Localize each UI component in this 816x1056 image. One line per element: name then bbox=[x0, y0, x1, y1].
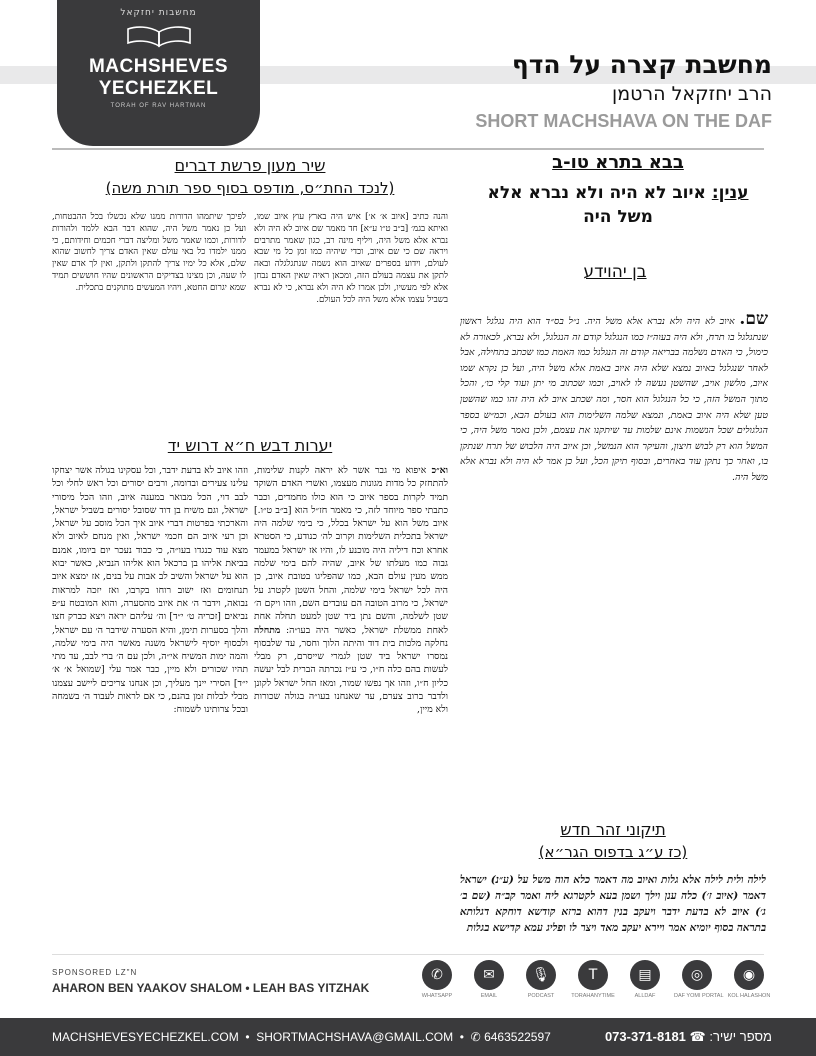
yaarot-right-end: נחלקה מלכות בית דוד והיתה הלוך וחסר, עד שלבסוף נמסרו ישראל ביד שטן לגמרי שייסרם, רק מבלי לעשות בהם כלה ח״ו, כי ע״ז נכרתה הברית לבל יעשה כליון ח״ו, וזהו אך נפשו שמור, ומאז החל ישראל לקונן ולדבר ברוב צערם, עד שאנחנו בעו״ה בגולה שכורות ולא מיין, bbox=[254, 637, 448, 716]
platform-link-email[interactable] bbox=[466, 960, 512, 1012]
email-icon: ✉ bbox=[474, 960, 504, 990]
sponsor-names: AHARON BEN YAAKOV SHALOM • LEAH BAS YITZHAK bbox=[52, 981, 370, 995]
poem-subtitle: (לנכד החת״ס, מודפס בסוף ספר תורת משה) bbox=[105, 179, 395, 197]
alldaf-icon: ▤ bbox=[630, 960, 660, 990]
podcast-icon: 🎙 bbox=[526, 960, 556, 990]
yaarot-devash-header bbox=[52, 436, 448, 455]
page-title: מחשבת קצרה על הדף bbox=[511, 50, 772, 79]
page-subtitle: SHORT MACHSHAVA ON THE DAF bbox=[475, 111, 772, 131]
logo-line1: MACHSHEVES bbox=[88, 56, 229, 77]
phone-icon: ☎ bbox=[689, 1029, 706, 1044]
torahanytime-icon: T bbox=[578, 960, 608, 990]
sponsor-label: SPONSORED LZ"N bbox=[52, 968, 138, 977]
yaarot-devash-column-right bbox=[254, 464, 448, 824]
poem-title: שיר מעון פרשת דברים bbox=[174, 156, 326, 175]
platform-label: DAF YOMI PORTAL bbox=[674, 993, 724, 999]
logo-tagline: TORAH OF RAV HARTMAN bbox=[110, 103, 207, 109]
yaarot-devash-column-left: וזהו איוב לא בדעת ידבר, וכל עסקינו בגולה אשר יצחקו עלינו צעירים ובדומה, ורבים יסורים וכל ראש לחלי וכל לבב דוי, הכל מבואר במענה איוב, וזהו הכל מיסורי ישראל, וגם משיח בן דוד שסובל יסורים בשביל ישראל, והארכתי בפרטות דברי איוב איך הכל מוסב על ישראל, וכן רעי איוב הם חכמי ישראל, ואין מנחם לאיוב ולא מצא עוד כנגדו בעו״ה, כי כבוד נעכר יום ביומו, אמנם בביאת אליהו בן ברכאל הוא אליהו הנביא, כאשר יבוא הוא על ישראל והשיב לב אבות על בנים, אז ימצא איוב תנחומים ואז ישוב רוחו בקרבו, ואז יזכה למראות נבואה, וידבר ה׳ את איוב מהסערה, והוא המובטח ע״פ נביאים [זכריה ט׳ י״ד] וה׳ עליהם יראה ויצא כברק חצו והלך בסערות תימן, והיא הסערה שידבר ה׳ עם ישראל, ולבסוף יוסיף לישראל משנה מאשר היה בימי שלמה, והמה ימות המשיח אי״ה, ולכן עם ה׳ ברי לבב, עד מתי תהיו שכורים ולא מיין, כבר אמר עלי [שמואל א׳ א׳ י״ד] הסירי יינך מעליך, וכן אנחנו צריכים ליישב עצמנו מבלי לבלות זמן בהנם, כי אם לראות לעבוד ה׳ בשמחה ובכל צרותינו לשמוח: bbox=[52, 465, 248, 716]
platform-label: WHATSAPP bbox=[421, 993, 453, 999]
sponsor-block bbox=[52, 968, 369, 995]
website-link[interactable]: MACHSHEVESYECHEZKEL.COM bbox=[52, 1030, 239, 1044]
platform-link-torahanytime[interactable] bbox=[570, 960, 616, 1012]
tikunei-subtitle: (כז ע״ג בדפוס הגר״א) bbox=[538, 843, 688, 861]
yaarot-right-bold: מתחלה bbox=[254, 624, 281, 636]
tikunei-header bbox=[460, 820, 766, 861]
logo bbox=[57, 0, 260, 146]
platform-link-daf-yomi-portal[interactable] bbox=[674, 960, 724, 1012]
kolhalashon-icon: ◉ bbox=[734, 960, 764, 990]
platform-label: KOL HALASHON bbox=[727, 993, 771, 999]
phone-number[interactable]: 073-371-8181 bbox=[604, 1029, 686, 1044]
platform-icons bbox=[414, 960, 772, 1012]
logo-hebrew: מחשבות יחזקאל bbox=[120, 8, 197, 18]
topic-text: איוב לא היה ולא נברא אלא משל היה bbox=[487, 183, 706, 227]
email-link[interactable]: SHORTMACHSHAVA@GMAIL.COM bbox=[256, 1030, 454, 1044]
platform-link-kol-halashon[interactable] bbox=[726, 960, 772, 1012]
topic-block bbox=[468, 152, 768, 229]
yaarot-right-text: איפוא מי גבר אשר לא יראה לקנות שלימות, להתחזק כל מדות מגונות מעצמו, ואשרי האדם השוקד תמיד לקרות בספר איוב כי הוא כולו מחמדים, וכבר כתבתי ספר מיוחד לזה, כי מאמר חז״ל הוא [ב״ב ט״ו.] איוב משל הוא על ישראל בכלל, כי בימי שלמה היה ישראל בתכלית השלימות וקרוב לה׳ כנודע, כי הסטרא אחרא וכח דיליה היה מוכנע לו, והיו אז ישראל במעמד גבוה כמו מעלתו של איוב, שהיה להם בימי שלמה ממש מעין עולם הבא, כמו שהפליגו בטובת איוב, כן היה לכל ישראל בימי שלמה, והחל השטן לקטרג על ישראל, כי מרוב הטובה הם עובדים השם, וזהו ויקם ה׳ שטן לשלמה, והשם נתן ביד שטן למעט תחלה אחת לאחת ממשלת ישראל, כאשר היה בעו״ה: bbox=[254, 465, 448, 636]
platform-label: ALLDAF bbox=[634, 993, 656, 999]
lead-word-2: וא״כ bbox=[431, 465, 448, 476]
poem-column-left: לפיכך שיתמהו הדורות ממנו שלא נכשלו בכל ההבטחות, ועל כן נאמר משל היה, שהוא דבר הבא ללמד ולהורות לדורות, וכמו שאמר משל ומליצה דברי חכמים וחידותם, כי ממנו ילמדו כל באי עולם שאין האדם צריך לחשוב שהוא שלם, אלא כל ימיו צריך להתקן ולתקן, ואין לך אדם שאין לו שעה, וכן מצינו בצדיקים הראשונים שהיו חוששים תמיד שמא יגרום החטא, ויהיו המעשים מתוקנים בתכלית. bbox=[52, 212, 246, 293]
header-titles bbox=[475, 50, 772, 132]
header-divider bbox=[52, 148, 764, 150]
author-name: הרב יחזקאל הרטמן bbox=[612, 83, 772, 105]
open-book-icon bbox=[124, 24, 194, 50]
poem-column-right: והנה כתיב [איוב א׳ א׳] איש היה בארץ עוץ איוב שמו, ואיתא בגמ׳ [ב״ב ט״ו ע״א] חד מאמר שם איוב לא היה ולא נברא אלא משל היה, ויליף מינה רב, כגון שאמר מתרבים ויראה שם כי שם איוב, וכדי שיהיה כמו זמן כל מי שבא לעולם, וידוע בספרים שאיוב הוא נשמה שנתגלגלה ובאה לתקן את עצמה בעולם הזה, ומכאן ראיה שאין האדם נבחן אלא לפי מעשיו, ולכן אמרו לא היה ולא נברא, כי לא נברא בשביל עצמו אלא משל היה לכל העולם. bbox=[254, 212, 448, 305]
ben-yehoyada-body: איוב לא היה ולא נברא אלא משל היה. נ״ל בס״ד הוא היה נגלגל ראשון שנתגלגל בו תרח, ולא היה בעוה״ז כמו הנגלגל קודם זה הנגלגל, ולא נברא, לכאורה לא כימול, כי האדם נשלמה בבריאה קודם זה הנגלגל כמו האמת כמו שכתב בתחילה, אבל לאחר שנגלגל באיוב נמצא שלא היה איוב באמת אלא משל היה, ועל כן נקרא שמו איוב, מלשון אויב, שהשטן נעשה לו לאויב, וכמו שכתוב מי יתן ועוד קלי כו׳, והכל מתוך המשל הזה, כי כל הנגלגל הוא חסר, ומה שכתב איוב לא היה זהו כמו שהשטן טען שלא היה איוב באמת, ונמצא שלמה השלימות הוא בעולם הבא, וכמ״ש בספר הגלגולים שכל הנשמות אינם שלמות עד שיתקנו את עצמם, ולכן נאמר משל היה, כי המשל הוא רק לבוש חיצון, והעיקר הוא הנמשל, וכן איוב היה הלבוש של תרח שנתקן בו, ואחר כך נתקן עוד באחרים, ובסוף תיקן הכל, ועל כן אמר לא היה ולא נברא אלא משל היה. bbox=[460, 316, 768, 483]
phone-label: מספר ישיר: bbox=[709, 1029, 772, 1044]
contact-bar: MACHSHEVESYECHEZKEL.COM • SHORTMACHSHAVA@GMAIL.COM • ✆ 6463522597 מספר ישיר: ☎ 073-371-8181 bbox=[0, 1018, 816, 1056]
topic-label: ענין: bbox=[711, 183, 749, 203]
whatsapp-icon: ✆ bbox=[470, 1030, 481, 1044]
yaarot-devash-title: יערות דבש ח״א דרוש יד bbox=[167, 436, 333, 455]
tikunei-text: לילה ולית לילה אלא גלות ואיוב מה דאמר כלא הוה משל על (ע״נ) ישראל דאמר (איוב ז׳) כלה ענן וילך ושמן בעא לקטרגא ליה ואמר קב״ה (שם ב׳ ג׳) איוב לא בדעת ידבר ויעקב בנין דהוא ברזא קודשא דוחקא דגלותא בתראה בסוף יומיא אמר ויירא יעקב מאד ויצר לו ופליג עמא קדישא בגלות bbox=[460, 874, 766, 934]
platform-label: TORAHANYTIME bbox=[571, 993, 615, 999]
lead-word: שם. bbox=[739, 312, 768, 329]
poem-header bbox=[52, 156, 448, 197]
whatsapp-icon: ✆ bbox=[422, 960, 452, 990]
platform-link-alldaf[interactable] bbox=[622, 960, 668, 1012]
ben-yehoyada-header bbox=[462, 262, 768, 282]
platform-link-whatsapp[interactable] bbox=[414, 960, 460, 1012]
dafyomi-portal-icon: ◎ bbox=[682, 960, 712, 990]
ben-yehoyada-title: בן יהוידע bbox=[583, 262, 647, 282]
footer-divider bbox=[52, 954, 764, 955]
whatsapp-number[interactable]: 6463522597 bbox=[484, 1030, 551, 1044]
logo-line2: YECHEZKEL bbox=[98, 78, 219, 99]
ben-yehoyada-text bbox=[460, 312, 768, 612]
tikunei-title: תיקוני זהר חדש bbox=[560, 820, 666, 839]
platform-link-podcast[interactable] bbox=[518, 960, 564, 1012]
daf-reference: בבא בתרא טו-ב bbox=[552, 152, 684, 173]
platform-label: EMAIL bbox=[480, 993, 498, 999]
platform-label: PODCAST bbox=[527, 993, 555, 999]
